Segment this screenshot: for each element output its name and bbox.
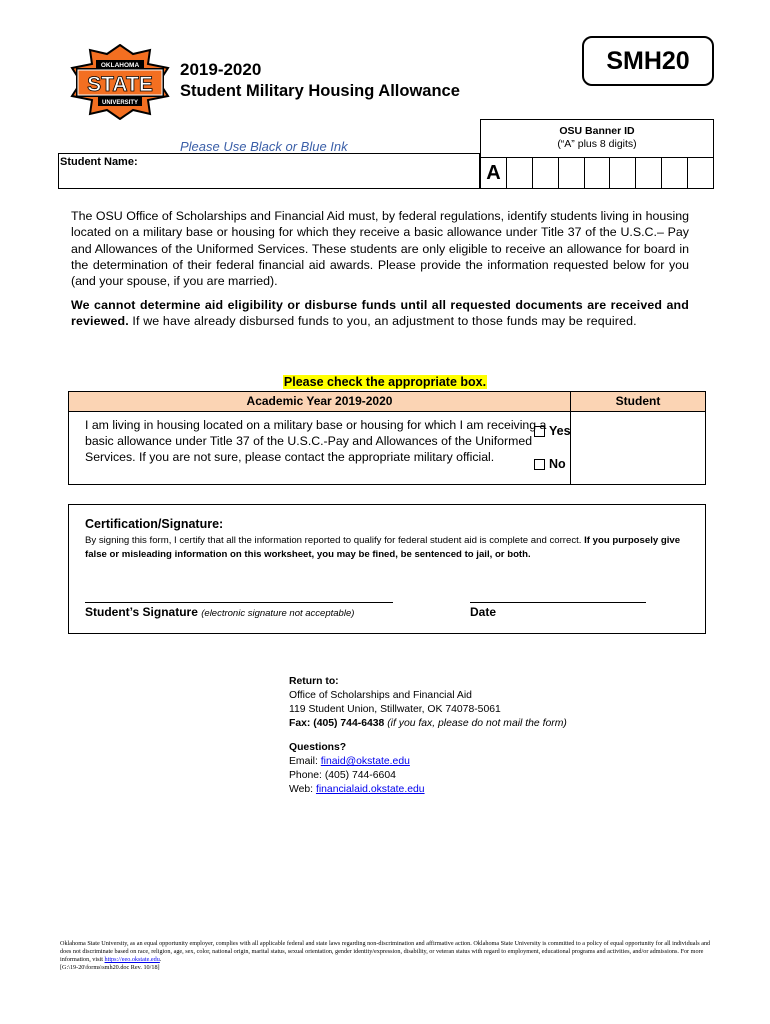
- warning-bold: We cannot determine aid eligibility or disburse funds until all requested documents are received and reviewed.: [71, 298, 689, 329]
- footer-notice: Oklahoma State University, as an equal opportunity employer, complies with all applicable federal and state laws regarding non-discrimination and affirmative action. Oklahoma State University is committed to a policy of equal opportunity for all individuals and does not discriminate based on race, religion, age, sex, color, national origin, marital status, sexual orientation, gender identity/expression, disability, or veteran status with regard to employment, educational programs and activities, and/or admissions. For more information, visit https://eeo.okstate.edu. [G:\19-20\forms\smh20.doc Rev. 10/18]: [60, 940, 711, 971]
- banner-id-hint: (“A” plus 8 digits): [557, 138, 637, 150]
- banner-id-digit-8[interactable]: [688, 158, 713, 189]
- academic-year-header: Academic Year 2019-2020: [69, 392, 571, 412]
- option-table: [68, 391, 706, 485]
- banner-id-label: OSU Banner ID: [559, 125, 635, 137]
- no-checkbox[interactable]: [534, 459, 545, 470]
- intro-paragraph: The OSU Office of Scholarships and Financial Aid must, by federal regulations, identify students living in housing located on a military base or housing for which they receive a basic allowance under Title 37 of the U.S.C.– Pay and Allowances of the Uniformed Services. These students are only eligible to receive an allowance for board in the determination of their federal financial aid awards. Please provide the information requested below for you (and your spouse, if you are married).: [71, 209, 689, 289]
- fax-line: Fax: (405) 744-6438 (if you fax, please do not mail the form): [289, 718, 567, 729]
- certification-text: By signing this form, I certify that all the information reported to qualify for federal student aid is complete and correct. If you purposely give false or misleading information on this worksheet, you may be fined, be sentenced to jail, or both.: [85, 535, 681, 560]
- banner-id-digit-1[interactable]: [507, 158, 533, 189]
- yes-label: Yes: [549, 424, 571, 438]
- email-link[interactable]: finaid@okstate.edu: [320, 756, 410, 767]
- banner-id-digit-7[interactable]: [662, 158, 688, 189]
- logo-main-text: STATE: [87, 73, 153, 96]
- housing-statement: I am living in housing located on a military base or housing for which I am receiving a basic allowance under Title 37 of the U.S.C.-Pay and Allowances of the Uniformed Services. If you are not sure, please contact the appropriate military official.: [69, 412, 571, 484]
- banner-id-digit-6[interactable]: [636, 158, 662, 189]
- osu-logo-icon: [70, 44, 170, 120]
- file-reference: [G:\19-20\forms\smh20.doc Rev. 10/18]: [60, 964, 160, 971]
- web-line: Web: financialaid.okstate.edu: [289, 784, 425, 795]
- logo-bottom-text: UNIVERSITY: [101, 100, 139, 106]
- banner-id-prefix: A: [481, 158, 507, 189]
- student-header: Student: [571, 392, 705, 412]
- signature-label: Student’s Signature (electronic signature not acceptable): [85, 605, 355, 619]
- logo-top-text: OKLAHOMA: [100, 62, 140, 69]
- office-name: Office of Scholarships and Financial Aid: [289, 690, 472, 701]
- banner-id-box: [480, 119, 714, 189]
- date-line[interactable]: [470, 602, 646, 603]
- yes-checkbox[interactable]: [534, 426, 545, 437]
- banner-id-digit-5[interactable]: [610, 158, 636, 189]
- banner-id-digit-3[interactable]: [559, 158, 585, 189]
- office-address: 119 Student Union, Stillwater, OK 74078-5061: [289, 704, 501, 715]
- yes-option[interactable]: [534, 424, 571, 438]
- certification-box: [68, 504, 706, 634]
- return-heading: Return to:: [289, 676, 339, 687]
- questions-heading: Questions?: [289, 742, 347, 753]
- eeo-link[interactable]: https://eeo.okstate.edu: [104, 956, 160, 963]
- signature-line[interactable]: [85, 602, 393, 603]
- banner-id-digit-4[interactable]: [585, 158, 611, 189]
- date-label: Date: [470, 605, 497, 619]
- ink-note: Please Use Black or Blue Ink: [180, 139, 348, 154]
- form-code: SMH20: [582, 36, 714, 86]
- phone-line: Phone: (405) 744-6604: [289, 770, 396, 781]
- web-link[interactable]: financialaid.okstate.edu: [315, 784, 425, 795]
- banner-id-digit-2[interactable]: [533, 158, 559, 189]
- academic-year: 2019-2020: [180, 60, 262, 79]
- signature-note: (electronic signature not acceptable): [201, 608, 355, 619]
- return-info: [289, 675, 567, 797]
- no-label: No: [549, 457, 566, 471]
- student-name-label: Student Name:: [60, 156, 138, 168]
- warning-paragraph: [71, 297, 689, 330]
- check-heading: Please check the appropriate box.: [283, 375, 487, 389]
- certification-warning: If you purposely give false or misleading information on this worksheet, you may be fined, be sentenced to jail, or both.: [85, 535, 681, 560]
- warning-rest: If we have already disbursed funds to you, an adjustment to those funds may be required.: [128, 314, 637, 329]
- no-option[interactable]: [534, 457, 566, 471]
- email-line: Email: finaid@okstate.edu: [289, 756, 410, 767]
- page-title: Student Military Housing Allowance: [180, 82, 460, 100]
- fax-note: (if you fax, please do not mail the form): [387, 718, 567, 729]
- certification-title: Certification/Signature:: [85, 517, 224, 531]
